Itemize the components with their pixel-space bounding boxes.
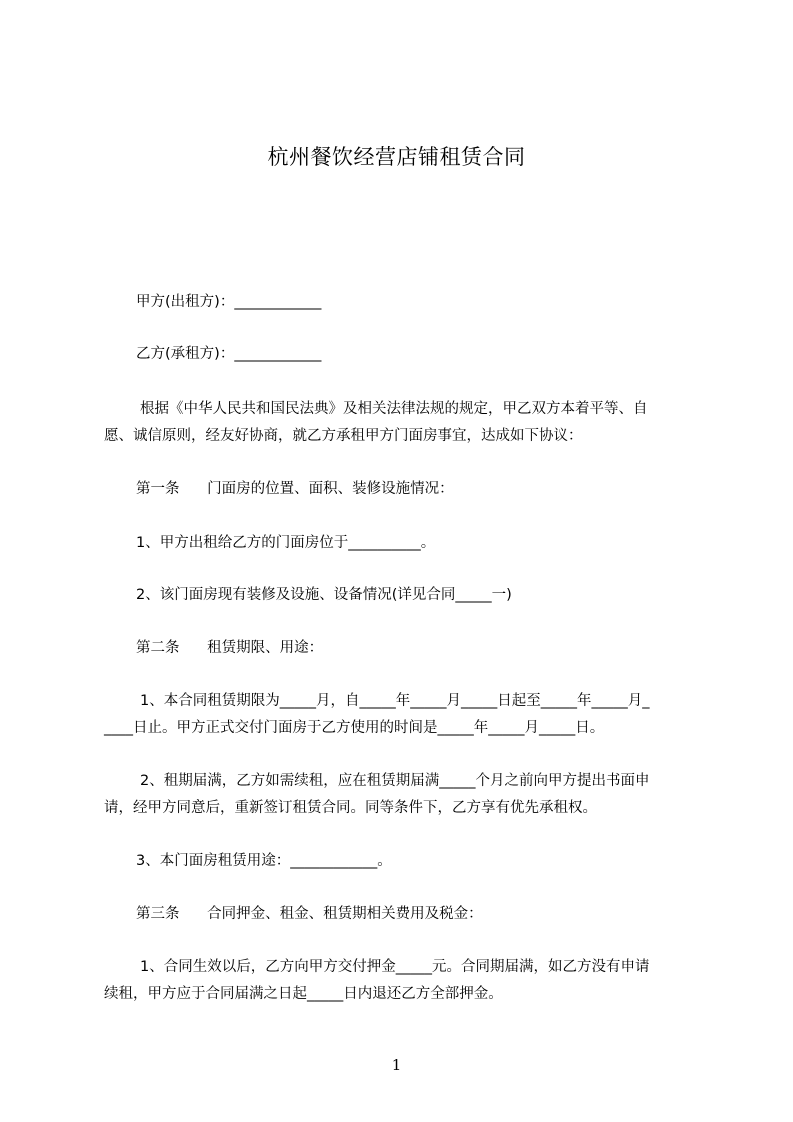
article-1-clause-1: 1、甲方出租给乙方的门面房位于__________。 — [136, 535, 436, 551]
article-1-clause-2: 2、该门面房现有装修及设施、设备情况(详见合同_____一) — [136, 587, 512, 603]
article-1-heading: 第一条 门面房的位置、面积、装修设施情况： — [136, 481, 454, 497]
article-2-clause-3: 3、本门面房租赁用途：____________。 — [136, 853, 392, 869]
article-2-clause-1-line-1: 1、本合同租赁期限为_____月，自_____年_____月_____日起至_____年_____月_ — [140, 693, 650, 709]
party-a-line: 甲方(出租方)：____________ — [136, 294, 322, 310]
page-number: 1 — [391, 1056, 402, 1074]
article-2-clause-2-line-2: 请，经甲方同意后，重新签订租赁合同。同等条件下，乙方享有优先承租权。 — [104, 800, 597, 816]
article-2-clause-2-line-1: 2、租期届满，乙方如需续租，应在租赁期届满_____个月之前向甲方提出书面申 — [140, 773, 650, 789]
preamble-line-1: 根据《中华人民共和国民法典》及相关法律法规的规定，甲乙双方本着平等、自 — [140, 401, 648, 417]
party-b-line: 乙方(承租方)：____________ — [136, 346, 322, 362]
document-title: 杭州餐饮经营店铺租赁合同 — [267, 145, 526, 169]
article-3-clause-1-line-1: 1、合同生效以后，乙方向甲方交付押金_____元。合同期届满，如乙方没有申请 — [140, 959, 650, 975]
preamble-line-2: 愿、诚信原则，经友好协商，就乙方承租甲方门面房事宜，达成如下协议： — [104, 428, 583, 444]
article-3-clause-1-line-2: 续租，甲方应于合同届满之日起_____日内退还乙方全部押金。 — [104, 986, 503, 1002]
article-2-clause-1-line-2: ____日止。甲方正式交付门面房于乙方使用的时间是_____年_____月_____日。 — [104, 720, 605, 736]
article-3-heading: 第三条 合同押金、租金、租赁期相关费用及税金： — [136, 906, 483, 922]
article-2-heading: 第二条 租赁期限、用途： — [136, 640, 324, 656]
